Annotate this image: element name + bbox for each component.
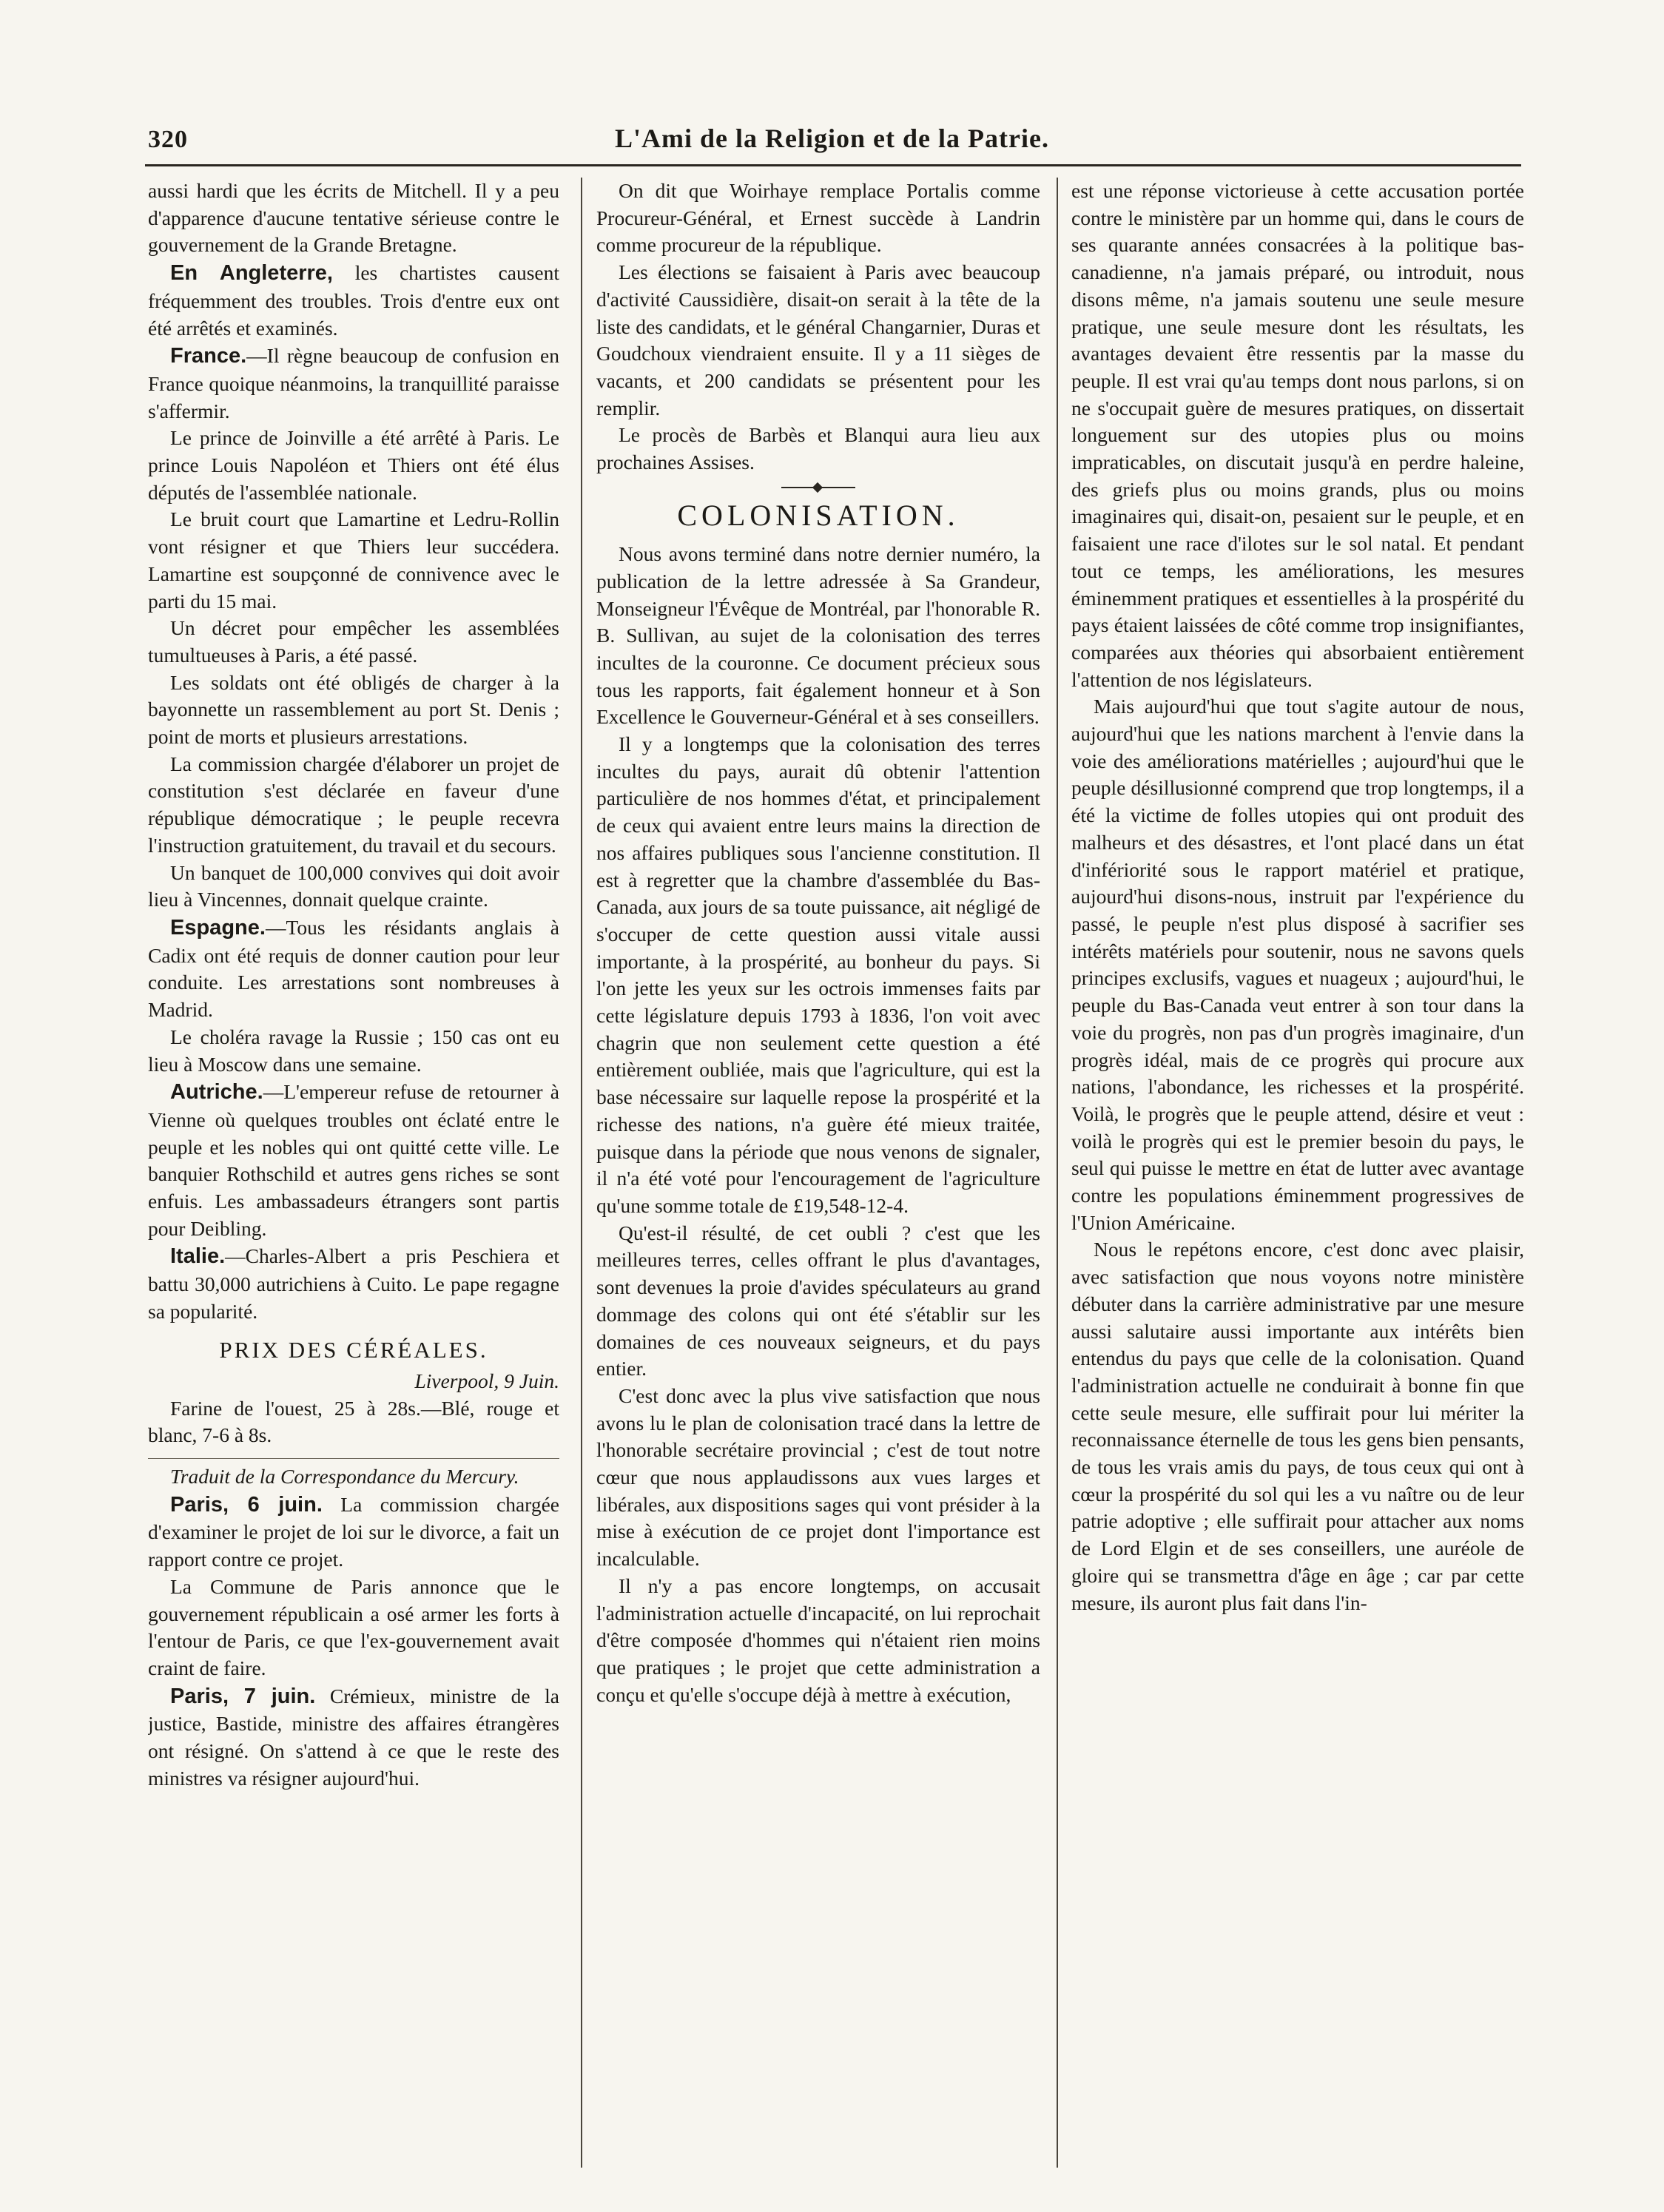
paragraph: Le prince de Joinville a été arrêté à Paris. Le prince Louis Napoléon et Thiers ont été élus députés de l'assemblée nationale. [148,426,559,504]
paragraph: C'est donc avec la plus vive satisfaction que nous avons lu le plan de colonisation tracé dans la lettre de l'honorable secrétaire provincial ; c'est de tout notre cœur que nous applaudissons aux vues larges et libérales, aux dispositions sages qui vont présider à la mise à exécution de ce projet dont l'importance est incalculable. [596,1383,1040,1571]
paragraph [148,259,559,342]
lead-dateline: Paris, 6 juin. [170,1492,323,1517]
paragraph-text: —Charles-Albert a pris Peschiera et battu 30,000 autrichiens à Cuito. Le pape regagne sa popularité. [148,1244,559,1323]
paragraph-text: —Tous les résidants anglais à Cadix ont été requis de donner caution pour leur conduite. Les arrestations sont nombreuses à Madrid. [148,915,559,1022]
paragraph: La commission chargée d'élaborer un projet de constitution s'est déclarée en faveur d'une république démocratique ; le peuple recevra l'instruction gratuitement, du travail et du secours. [148,752,559,857]
cereals-title: PRIX DES CÉRÉALES. [219,1336,488,1363]
page-number: 320 [148,126,188,153]
paragraph: Nous le repétons encore, c'est donc avec plaisir, avec satisfaction que nous voyons notre ministère débuter dans la carrière administrative par une mesure aussi salutaire aussi importante aux intérêts bien entendus du pays que celle de la colonisation. Quand l'administration actuelle ne conduirait à bonne fin que cette seule mesure, elle suffirait pour lui mériter la reconnaissance éternelle de tous les gens bien pensants, de tous les vrais amis du pays, de tous ceux qui ont à cœur la prospérité du sol qui les a vu naître ou de leur patrie adoptive ; elle suffirait pour attacher aux noms de Lord Elgin et de ses conseillers, une auréole de gloire qui se transmettra d'âge en âge ; car par cette mesure, ils auront plus fait dans l'in- [1071,1238,1524,1614]
paragraph: aussi hardi que les écrits de Mitchell. Il y a peu d'apparence d'aucune tentative sérieuse contre le gouvernement de la Grande Bretagne. [148,179,559,257]
lead-country: Autriche. [170,1080,263,1105]
lead-country: France. [170,344,247,368]
paragraph: Un banquet de 100,000 convives qui doit avoir lieu à Vincennes, donnait quelque crainte. [148,860,559,911]
paragraph: Les élections se faisaient à Paris avec beaucoup d'activité Caussidière, disait-on serait à la tête de la liste des candidats, et le général Changarnier, Duras et Goudchoux viendraient ensuite. Il y a 11 sièges de vacants, et 200 candidats se présentent pour les remplir. [596,260,1040,419]
column-3 [1071,178,1524,2168]
paragraph-text: —L'empereur refuse de retourner à Vienne où quelques troubles ont éclaté entre le peuple et les nobles qui ont quitté cette ville. Le banquier Rothschild et autres gens riches se sont enfuis. Les ambassadeurs étrangers sont partis pour Deibling. [148,1080,559,1240]
lead-country: Espagne. [170,915,266,940]
separator [148,1458,559,1459]
paragraph [148,1682,559,1793]
paragraph: est une réponse victorieuse à cette accusation portée contre le ministère par un homme qui, dans le cours de ses quarante années consacrées à la politique bas-canadienne, n'a jamais préparé, ou introduit, nous disons même, n'a jamais soutenu une seule mesure pratique, une seule mesure dont les résultats, les avantages devaient être ressentis par la masse du peuple. Il est vrai qu'au temps dont nous parlons, si on ne s'occupait guère de mesures pratiques, on dissertait longuement sur des utopies plus ou moins impraticables, on discutait jusqu'à en perdre haleine, des griefs plus ou moins grands, plus ou moins imaginaires qui, disait-on, pesaient sur le peuple, et en faisaient une race d'ilotes sur le sol natal. Et pendant tout ce temps, les améliorations, les mesures éminemment pratiques et essentielles à la prospérité du pays étaient laissées de côté comme trop insignifiantes, comparées aux théories qui absorbaient entièrement l'attention de nos législateurs. [1071,179,1524,691]
column-1 [148,178,559,2168]
paragraph: Le procès de Barbès et Blanqui aura lieu aux prochaines Assises. [596,423,1040,474]
paragraph [148,342,559,425]
paragraph: Nous avons terminé dans notre dernier numéro, la publication de la lettre adressée à Sa Grandeur, Monseigneur l'Évêque de Montréal, par l'honorable R. B. Sullivan, au sujet de la colonisation des terres incultes de la couronne. Ce document précieux sous tous les rapports, fait également honneur et à Son Excellence le Gouverneur-Général et à ses conseillers. [596,542,1040,729]
dateline: Liverpool, 9 Juin. [414,1369,559,1392]
column-rule-1 [581,178,582,2168]
paragraph: Il y a longtemps que la colonisation des terres incultes du pays, aurait dû obtenir l'attention particulière de nos hommes d'état, et principalement de ceux qui avaient entre leurs mains la direction de nos affaires publiques sous l'ancienne constitution. Il est à regretter que la chambre d'assemblée du Bas-Canada, aux jours de sa toute puissance, ait négligé de s'occuper de cette question aussi vitale aussi importante, à la prospérité, au bonheur du pays. Si l'on jette les yeux sur les octrois immenses faits par cette législature depuis 1793 à 1836, l'on voit avec chagrin que non seulement cette question a été entièrement oubliée, mais que l'agriculture, qui est la base nécessaire sur laquelle repose la prospérité et la richesse des nations, n'a guère été mieux traitée, puisque dans la période que nous venons de signaler, il n'a été voté pour l'encouragement de l'agriculture qu'une somme totale de £19,548-12-4. [596,732,1040,1217]
paragraph: Il n'y a pas encore longtemps, on accusait l'administration actuelle d'incapacité, on lui reprochait d'être composée d'hommes qui n'étaient rien moins que pratiques ; le projet que cette administration a conçu et qu'elle s'occupe déjà à mettre à exécution, [596,1574,1040,1706]
paragraph: Un décret pour empêcher les assemblées tumultueuses à Paris, a été passé. [148,616,559,667]
paragraph [148,1078,559,1242]
lead-dateline: Paris, 7 juin. [170,1684,316,1708]
ornament-rule [781,487,855,488]
paragraph: Le bruit court que Lamartine et Ledru-Rollin vont résigner et que Thiers leur succédera. Lamartine est soupçonné de connivence avec le parti du 15 mai. [148,508,559,613]
column-2 [596,178,1040,2168]
paragraph-text: —Il règne beaucoup de confusion en France quoique néanmoins, la tranquillité paraisse s'affermir. [148,344,559,422]
running-title: L'Ami de la Religion et de la Patrie. [615,124,1049,153]
lead-country: Italie. [170,1244,226,1269]
column-rule-2 [1057,178,1058,2168]
paragraph [148,1242,559,1325]
paragraph: Qu'est-il résulté, de cet oubli ? c'est que les meilleures terres, celles offrant le plus d'avantages, sont devenues la proie d'avides spéculateurs au grand dommage des colons qui ont été s'établir sur les domaines de ces nouveaux seigneurs, et du pays entier. [596,1221,1040,1380]
header-rule [145,164,1521,166]
paragraph: La Commune de Paris annonce que le gouvernement républicain a osé armer les forts à l'entour de Paris, ce que l'ex-gouvernement avait craint de faire. [148,1574,559,1679]
paragraph: Le choléra ravage la Russie ; 150 cas ont eu lieu à Moscow dans une semaine. [148,1025,559,1076]
paragraph: Les soldats ont été obligés de charger à la bayonnette un rassemblement au port St. Denis ; point de morts et plusieurs arrestations. [148,670,559,749]
paragraph-text: les chartistes causent fréquemment des troubles. Trois d'entre eux ont été arrêtés et examinés. [148,261,559,340]
colonisation-title: COLONISATION. [677,498,960,532]
paragraph: Mais aujourd'hui que tout s'agite autour de nous, aujourd'hui que les nations marchent à l'envie dans la voie des améliorations matérielles ; aujourd'hui que le peuple désillusionné comprend que trop longtemps, il a été la victime de folles utopies qui ont produit des malheurs et des désastres, et l'ont placé dans un état d'infériorité sous le rapport matériel et pratique, aujourd'hui disons-nous, instruit par l'expérience du passé, le peuple n'est plus disposé à sacrifier ses intérêts matériels pour soutenir, nous ne savons quels principes exclusifs, vagues et nuageux ; aujourd'hui, le peuple du Bas-Canada veut entrer à son tour dans la voie du progrès, non pas d'un progrès imaginaire, d'un progrès idéal, mais de ce progrès qui procure aux nations, l'abondance, les richesses et la prospérité. Voilà, le progrès que le peuple attend, désire et veut : voilà le progrès qui est le premier besoin du pays, le seul qui puisse le mettre en état de lutter avec avantage contre les populations éminemment progressives de l'Union Américaine. [1071,695,1524,1234]
paragraph: Farine de l'ouest, 25 à 28s.—Blé, rouge et blanc, 7-6 à 8s. [148,1396,559,1447]
paragraph-text: Crémieux, ministre de la justice, Bastide, ministre des affaires étrangères ont résigné. On s'attend à ce que le reste des ministres va résigner aujourd'hui. [148,1684,559,1790]
paragraph: On dit que Woirhaye remplace Portalis comme Procureur-Général, et Ernest succède à Landrin comme procureur de la république. [596,179,1040,257]
paragraph-text: La commission chargée d'examiner le projet de loi sur le divorce, a fait un rapport contre ce projet. [148,1492,559,1571]
lead-country: En Angleterre, [170,261,333,286]
paragraph [148,914,559,1024]
paragraph [148,1491,559,1574]
byline: Traduit de la Correspondance du Mercury. [170,1465,519,1488]
